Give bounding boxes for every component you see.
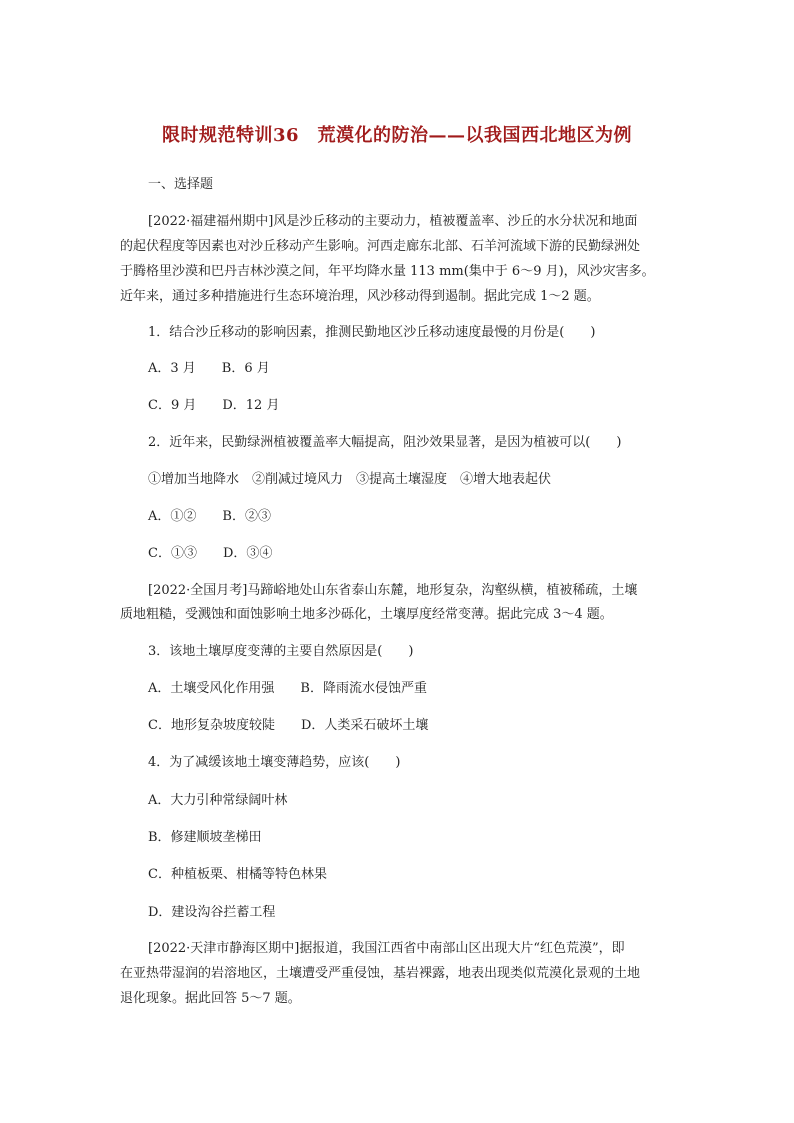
passage3-line-1: [2022·天津市静海区期中]据报道，我国江西省中南部山区出现大片“红色荒漠”，即: [148, 941, 625, 956]
passage1-line-1: [2022·福建福州期中]风是沙丘移动的主要动力，植被覆盖率、沙丘的水分状况和地面: [148, 214, 638, 229]
question-2-stem: 2．近年来，民勤绿洲植被覆盖率大幅提高，阻沙效果显著，是因为植被可以( ): [148, 435, 622, 450]
passage1-line-2: 的起伏程度等因素也对沙丘移动产生影响。河西走廊东北部、石羊河流域下游的民勤绿洲处: [120, 239, 641, 254]
passage3-line-2: 在亚热带湿润的岩溶地区，土壤遭受严重侵蚀，基岩裸露，地表出现类似荒漠化景观的土地: [120, 966, 641, 981]
question-1-options-row1: A．3 月 B．6 月: [148, 361, 270, 376]
question-3-options-row1: A．土壤受风化作用强 B．降雨流水侵蚀严重: [148, 681, 427, 696]
page-title: 限时规范特训36 荒漠化的防治——以我国西北地区为例: [161, 125, 633, 146]
question-2-options-row2: C．①③ D．③④: [148, 546, 273, 561]
question-1-stem: 1．结合沙丘移动的影响因素，推测民勤地区沙丘移动速度最慢的月份是( ): [148, 325, 596, 340]
passage2-line-1: [2022·全国月考]马蹄峪地处山东省泰山东麓，地形复杂，沟壑纵横，植被稀疏，土壤: [148, 583, 638, 598]
question-2-statements: ①增加当地降水 ②削减过境风力 ③提高土壤湿度 ④增大地表起伏: [148, 472, 552, 487]
question-4-stem: 4．为了减缓该地土壤变薄趋势，应该( ): [148, 755, 401, 770]
passage1-line-4: 近年来，通过多种措施进行生态环境治理，风沙移动得到遏制。据此完成 1～2 题。: [120, 289, 600, 304]
passage2-line-2: 质地粗糙，受溅蚀和面蚀影响土地多沙砾化，土壤厚度经常变薄。据此完成 3～4 题。: [120, 607, 613, 622]
question-2-options-row1: A．①② B．②③: [148, 509, 271, 524]
question-4-option-d: D．建设沟谷拦蓄工程: [148, 905, 276, 920]
question-3-stem: 3．该地土壤厚度变薄的主要自然原因是( ): [148, 644, 414, 659]
question-3-options-row2: C．地形复杂坡度较陡 D．人类采石破坏土壤: [148, 718, 429, 733]
question-4-option-c: C．种植板栗、柑橘等特色林果: [148, 867, 327, 882]
passage1-line-3: 于腾格里沙漠和巴丹吉林沙漠之间，年平均降水量 113 mm(集中于 6～9 月)，风沙灾害多。: [120, 264, 655, 279]
question-4-option-b: B．修建顺坡垄梯田: [148, 830, 262, 845]
section-heading: 一、选择题: [148, 177, 214, 192]
passage3-line-3: 退化现象。据此回答 5～7 题。: [120, 991, 301, 1006]
question-4-option-a: A．大力引种常绿阔叶林: [148, 793, 288, 808]
question-1-options-row2: C．9 月 D．12 月: [148, 398, 280, 413]
